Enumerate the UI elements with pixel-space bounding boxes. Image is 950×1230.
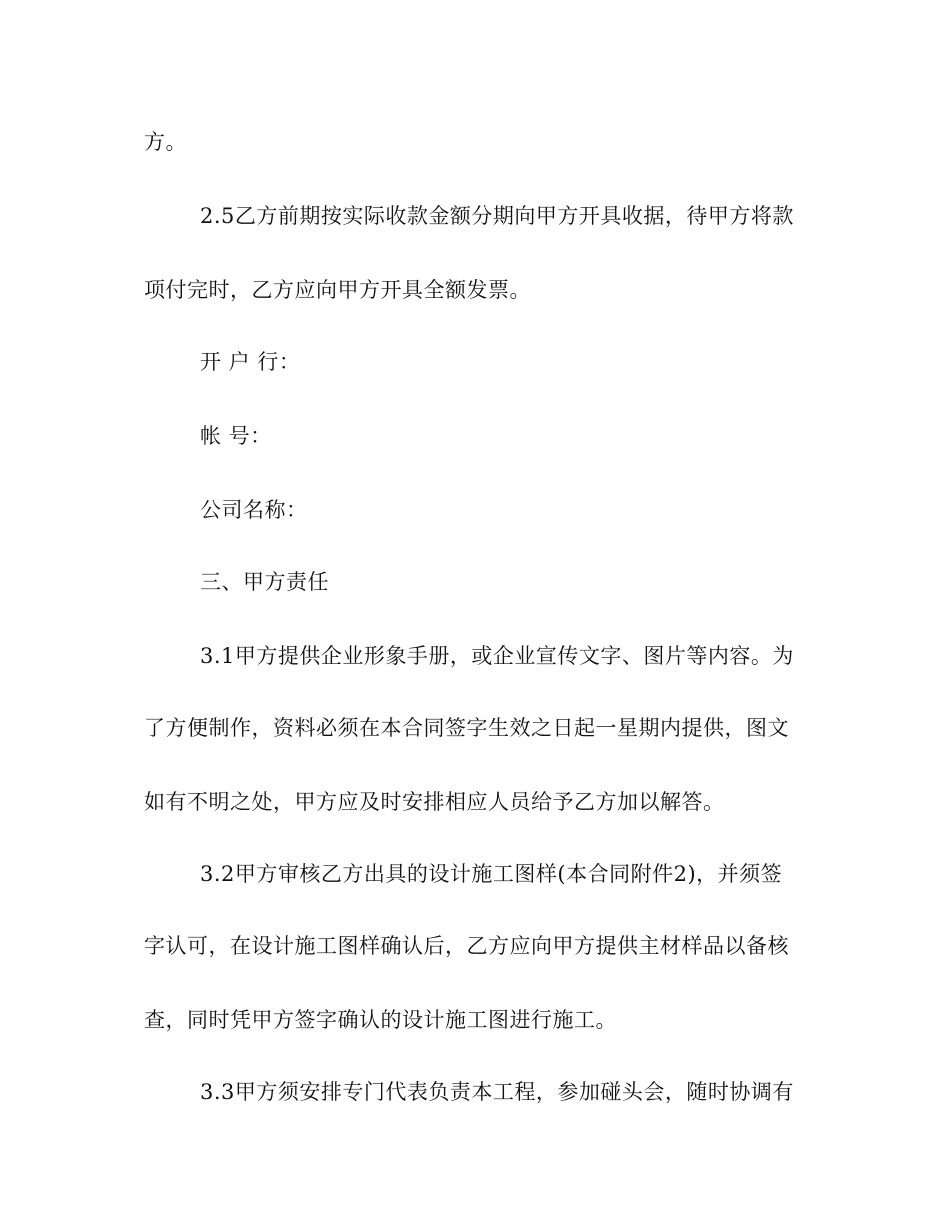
bank-label: 开 户 行： xyxy=(200,350,301,374)
account-label: 帐 号： xyxy=(200,424,272,448)
paragraph-3-1-line-2: 了方便制作，资料必须在本合同签字生效之日起一星期内提供，图文 xyxy=(144,716,789,740)
paragraph-3-2-line-3: 查，同时凭甲方签字确认的设计施工图进行施工。 xyxy=(144,1008,617,1032)
company-name-label: 公司名称： xyxy=(200,498,308,522)
paragraph-3-3-line-1: 3.3甲方须安排专门代表负责本工程，参加碰头会，随时协调有 xyxy=(200,1080,794,1104)
paragraph-2-5-line-2: 项付完时，乙方应向甲方开具全额发票。 xyxy=(144,278,531,302)
paragraph-3-2-line-1: 3.2甲方审核乙方出具的设计施工图样(本合同附件2)，并须签 xyxy=(200,862,783,886)
paragraph-3-1-line-3: 如有不明之处，甲方应及时安排相应人员给予乙方加以解答。 xyxy=(144,790,725,814)
text-line: 方。 xyxy=(144,130,187,154)
paragraph-3-2-line-2: 字认可，在设计施工图样确认后，乙方应向甲方提供主材样品以备核 xyxy=(144,934,789,958)
paragraph-2-5-line-1: 2.5乙方前期按实际收款金额分期向甲方开具收据，待甲方将款 xyxy=(200,204,794,228)
section-heading: 三、甲方责任 xyxy=(200,570,329,594)
paragraph-3-1-line-1: 3.1甲方提供企业形象手册，或企业宣传文字、图片等内容。为 xyxy=(200,644,794,668)
